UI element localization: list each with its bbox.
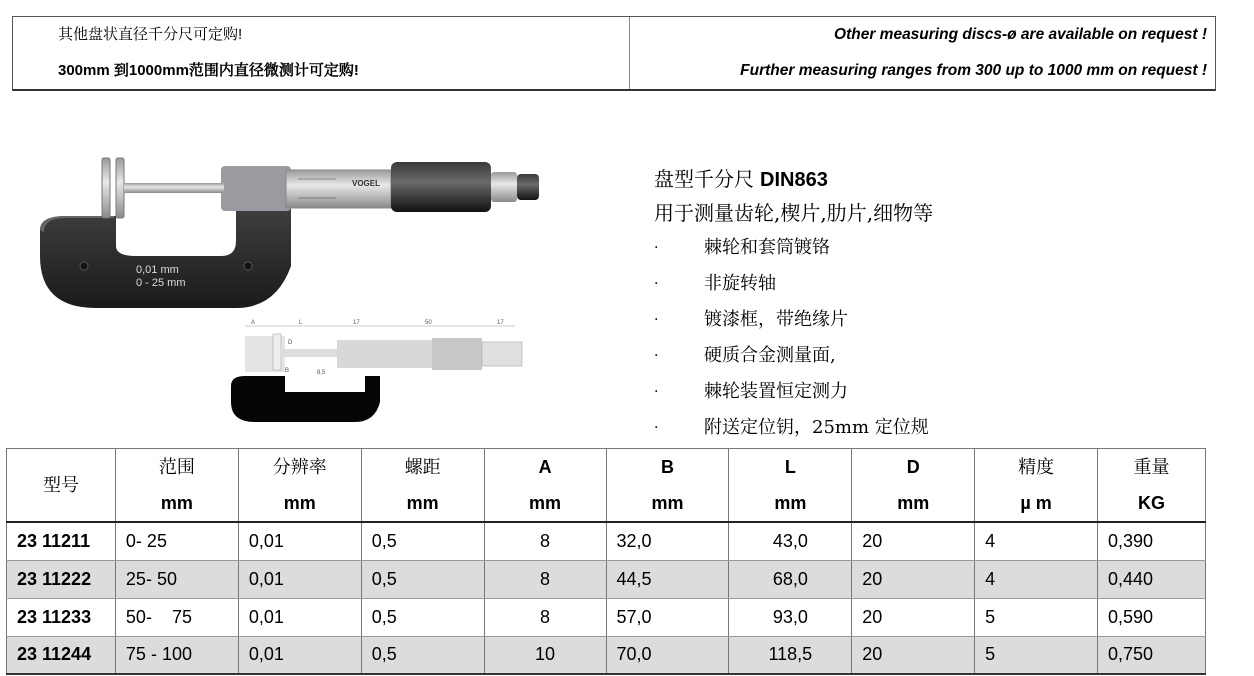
feature-item	[654, 266, 933, 302]
cell-model: 23 11233	[7, 598, 116, 636]
unit-a: mm	[484, 485, 606, 522]
cell-weight: 0,440	[1098, 560, 1206, 598]
table-row	[7, 522, 1206, 560]
notice-cn-line2: 300mm 到1000mm范围内直径微测计可定购!	[58, 62, 359, 79]
feature-item	[654, 302, 933, 338]
table-row	[7, 598, 1206, 636]
bullet: ·	[654, 384, 659, 400]
cell-pitch: 0,5	[361, 636, 484, 674]
cell-d: 20	[852, 598, 975, 636]
cell-pitch: 0,5	[361, 522, 484, 560]
cell-a: 8	[484, 522, 606, 560]
table-row	[7, 560, 1206, 598]
unit-range: mm	[115, 485, 238, 522]
product-title	[654, 164, 933, 196]
product-description	[654, 164, 933, 446]
bullet: ·	[654, 348, 659, 364]
notice-en-line1: Other measuring discs-ø are available on request !	[834, 26, 1207, 43]
header-l: L	[729, 449, 852, 486]
notice-cn-line1: 其他盘状直径千分尺可定购!	[58, 26, 243, 43]
product-standard: DIN863	[760, 169, 828, 191]
cell-weight: 0,750	[1098, 636, 1206, 674]
cell-b: 57,0	[606, 598, 729, 636]
bullet: ·	[654, 312, 659, 328]
cell-accuracy: 4	[975, 522, 1098, 560]
dim-50: 50	[425, 320, 432, 326]
cell-a: 8	[484, 560, 606, 598]
cell-resolution: 0,01	[238, 560, 361, 598]
cell-accuracy: 5	[975, 636, 1098, 674]
dim-l: L	[299, 320, 303, 326]
cell-resolution: 0,01	[238, 598, 361, 636]
cell-a: 10	[484, 636, 606, 674]
header-b: B	[606, 449, 729, 486]
cell-l: 118,5	[729, 636, 852, 674]
cell-accuracy: 4	[975, 560, 1098, 598]
micrometer-photo	[36, 146, 546, 316]
feature-item	[654, 410, 933, 446]
unit-l: mm	[729, 485, 852, 522]
header-pitch: 螺距	[361, 449, 484, 486]
unit-pitch: mm	[361, 485, 484, 522]
feature-text: 镀漆框，带绝缘片	[704, 309, 848, 330]
cell-l: 68,0	[729, 560, 852, 598]
notice-chinese	[13, 17, 630, 89]
cell-model: 23 11244	[7, 636, 116, 674]
cell-d: 20	[852, 560, 975, 598]
unit-resolution: mm	[238, 485, 361, 522]
cell-resolution: 0,01	[238, 522, 361, 560]
cell-range: 75 - 100	[115, 636, 238, 674]
unit-b: mm	[606, 485, 729, 522]
header-accuracy: 精度	[975, 449, 1098, 486]
spec-table	[6, 448, 1206, 675]
feature-text: 棘轮装置恒定测力	[704, 381, 848, 402]
cell-d: 20	[852, 522, 975, 560]
header-resolution: 分辨率	[238, 449, 361, 486]
unit-accuracy: µ m	[975, 485, 1098, 522]
feature-text: 硬质合金测量面,	[704, 345, 836, 366]
feature-text: 棘轮和套筒镀铬	[704, 237, 830, 258]
dim-17a: 17	[353, 320, 360, 326]
feature-item	[654, 230, 933, 266]
frame-range-label: 0 - 25 mm	[136, 277, 186, 289]
cell-model: 23 11222	[7, 560, 116, 598]
cell-weight: 0,390	[1098, 522, 1206, 560]
header-weight: 重量	[1098, 449, 1206, 486]
dim-85: 8,5	[317, 370, 326, 376]
table-row	[7, 636, 1206, 674]
header-range: 范围	[115, 449, 238, 486]
notice-english	[630, 17, 1215, 89]
dim-b: B	[285, 368, 290, 374]
brand-label: VOGEL	[352, 179, 381, 188]
cell-l: 93,0	[729, 598, 852, 636]
dim-a: A	[251, 320, 256, 326]
cell-resolution: 0,01	[238, 636, 361, 674]
header-model: 型号	[7, 449, 116, 523]
cell-l: 43,0	[729, 522, 852, 560]
feature-item	[654, 338, 933, 374]
cell-b: 70,0	[606, 636, 729, 674]
unit-weight: KG	[1098, 485, 1206, 522]
spec-table-header	[7, 449, 1206, 523]
product-title-cn: 盘型千分尺	[654, 169, 754, 191]
cell-pitch: 0,5	[361, 560, 484, 598]
product-subtitle: 用于测量齿轮,楔片,肋片,细物等	[654, 201, 934, 225]
cell-pitch: 0,5	[361, 598, 484, 636]
cell-a: 8	[484, 598, 606, 636]
dimension-drawing	[225, 312, 555, 430]
cell-b: 32,0	[606, 522, 729, 560]
dim-d: D	[288, 340, 293, 346]
notice-en-line2: Further measuring ranges from 300 up to 1000 mm on request !	[740, 62, 1207, 79]
cell-range: 25- 50	[115, 560, 238, 598]
frame-resolution-label: 0,01 mm	[136, 264, 179, 276]
header-d: D	[852, 449, 975, 486]
feature-text: 非旋转轴	[704, 273, 776, 294]
unit-d: mm	[852, 485, 975, 522]
cell-range: 0- 25	[115, 522, 238, 560]
feature-text: 附送定位钥，25mm 定位规	[704, 417, 929, 438]
dim-17b: 17	[497, 320, 504, 326]
bullet: ·	[654, 420, 659, 436]
cell-model: 23 11211	[7, 522, 116, 560]
feature-item	[654, 374, 933, 410]
cell-b: 44,5	[606, 560, 729, 598]
cell-d: 20	[852, 636, 975, 674]
cell-weight: 0,590	[1098, 598, 1206, 636]
bullet: ·	[654, 240, 659, 256]
cell-range: 50- 75	[115, 598, 238, 636]
notice-box	[12, 16, 1216, 91]
cell-accuracy: 5	[975, 598, 1098, 636]
header-a: A	[484, 449, 606, 486]
bullet: ·	[654, 276, 659, 292]
